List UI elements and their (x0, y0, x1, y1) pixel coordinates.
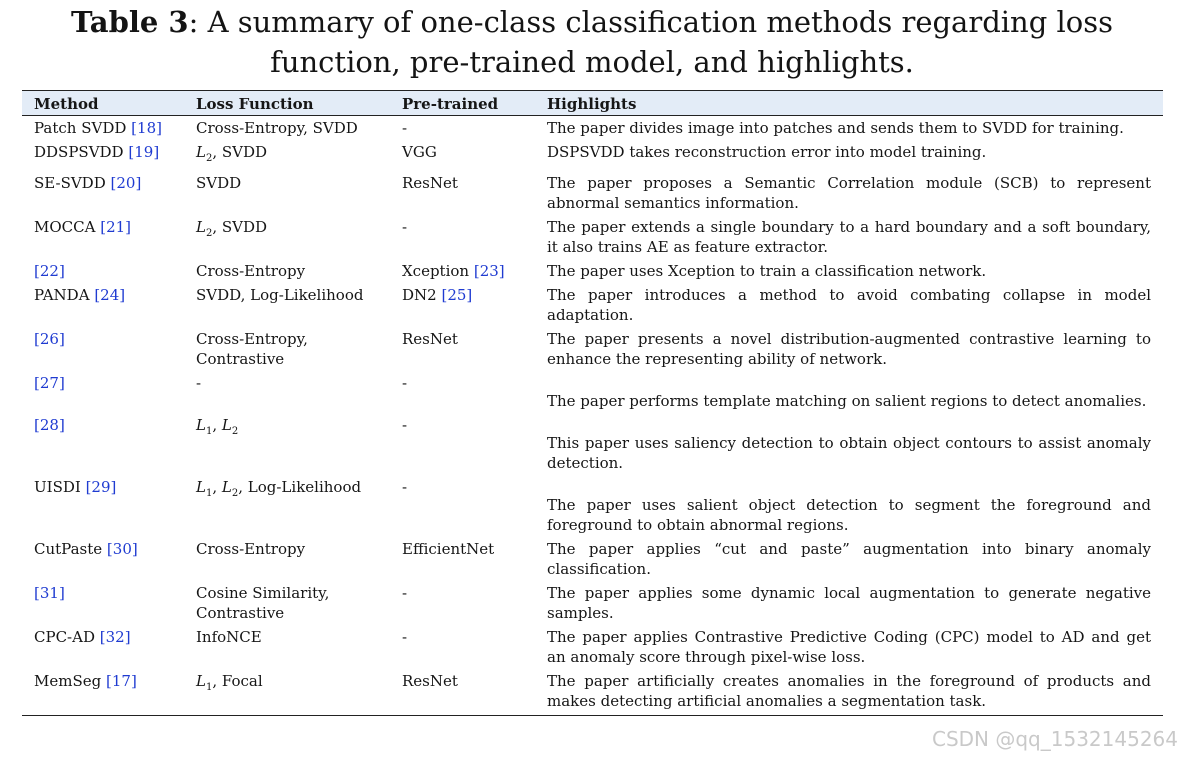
method-name: SE-SVDD (34, 174, 106, 192)
pretrained-cell (390, 413, 535, 475)
method-cell (22, 625, 184, 669)
loss-text: Cross-Entropy (196, 262, 306, 280)
pretrained-text: - (402, 478, 408, 496)
method-name: DDSPSVDD (34, 143, 124, 161)
loss-text: , SVDD (212, 143, 268, 161)
pretrained-cell (390, 625, 535, 669)
loss-math-subscript-2: 2 (231, 488, 239, 499)
pretrained-cell (390, 215, 535, 259)
method-cell (22, 283, 184, 327)
highlights-text: This paper uses saliency detection to obtain object contours to assist anomaly detection. (547, 434, 1151, 472)
pretrained-cell (390, 140, 535, 171)
loss-text: - (196, 374, 202, 392)
loss-math-subscript: 1 (205, 488, 213, 499)
header-highlights: Highlights (535, 91, 1163, 116)
pretrained-text: - (402, 584, 408, 602)
method-cell (22, 669, 184, 716)
loss-math-subscript: 1 (205, 682, 213, 693)
pretrained-text: - (402, 374, 408, 392)
citation-link[interactable]: [24] (94, 286, 126, 304)
loss-cell (184, 537, 390, 581)
loss-text: Cross-Entropy (196, 540, 306, 558)
method-cell (22, 537, 184, 581)
loss-text: , Log-Likelihood (238, 478, 362, 496)
header-row (22, 91, 1163, 116)
citation-link[interactable]: [22] (34, 262, 65, 280)
pretrained-text: EfficientNet (402, 540, 495, 558)
loss-math-symbol-2: L (221, 416, 232, 434)
method-cell (22, 140, 184, 171)
loss-math-symbol: L (196, 478, 206, 496)
citation-link[interactable]: [20] (110, 174, 142, 192)
loss-cell (184, 371, 390, 413)
loss-cell (184, 215, 390, 259)
loss-cell: $L_1$, $L_2$ (196, 416, 239, 437)
csdn-watermark: CSDN @qq_1532145264 (931, 727, 1178, 751)
table-row (22, 215, 1163, 259)
highlights-cell: The paper applies “cut and paste” augmentation into binary anomaly classification. (547, 540, 1151, 578)
pretrained-text: ResNet (402, 174, 458, 192)
loss-text: InfoNCE (196, 628, 262, 646)
highlights-cell (535, 371, 1163, 413)
method-cell (22, 413, 184, 475)
highlights-cell (535, 413, 1163, 475)
highlights-cell: DSPSVDD takes reconstruction error into model training. (547, 143, 987, 161)
highlights-text: The paper performs template matching on salient regions to detect anomalies. (547, 392, 1147, 410)
loss-cell (184, 259, 390, 283)
highlights-cell: The paper artificially creates anomalies in the foreground of products and makes detecting artificial anomalies a segmentation task. (535, 669, 1163, 716)
method-cell (22, 259, 184, 283)
loss-math-symbol: L (196, 672, 206, 690)
loss-cell (184, 171, 390, 215)
method-name: UISDI (34, 478, 81, 496)
table-row (22, 171, 1163, 215)
loss-cell (184, 581, 390, 625)
table-row (22, 413, 1163, 475)
header-pretrained: Pre-trained (390, 91, 535, 116)
table-row (22, 259, 1163, 283)
table-row (22, 371, 1163, 413)
highlights-cell: The paper proposes a Semantic Correlation module (SCB) to represent abnormal semantics information. (547, 174, 1151, 212)
citation-link[interactable]: [17] (106, 672, 137, 690)
loss-math-symbol: L (196, 416, 206, 434)
citation-link[interactable]: [30] (106, 540, 138, 558)
citation-link[interactable]: [28] (34, 416, 65, 434)
citation-link[interactable]: [27] (34, 374, 65, 392)
pretrained-text: Xception (402, 262, 470, 280)
loss-text: Cross-Entropy, Contrastive (196, 330, 308, 368)
method-name: Patch SVDD (34, 119, 127, 137)
loss-cell (184, 327, 390, 371)
citation-link[interactable]: [18] (131, 119, 162, 137)
pretrained-text: VGG (402, 143, 437, 161)
loss-cell (184, 669, 390, 716)
pretrained-text: - (402, 218, 408, 236)
loss-cell (184, 140, 390, 171)
loss-math-subscript-2: 2 (231, 426, 239, 437)
summary-table (22, 90, 1163, 716)
highlights-cell: The paper uses Xception to train a classification network. (547, 262, 987, 280)
table-row (22, 537, 1163, 581)
pretrained-text: ResNet (402, 672, 458, 690)
method-cell (22, 371, 184, 413)
caption-line-2: function, pre-trained model, and highlights. (270, 45, 914, 79)
table-row (22, 327, 1163, 371)
pretrained-text: - (402, 416, 408, 434)
citation-link[interactable]: [31] (34, 584, 65, 602)
loss-math-symbol: L (196, 143, 206, 161)
loss-cell (184, 283, 390, 327)
table-row (22, 283, 1163, 327)
pretrained-cell (390, 371, 535, 413)
highlights-cell: The paper applies some dynamic local augmentation to generate negative samples. (547, 584, 1151, 622)
pretrained-citation-link[interactable]: [23] (473, 262, 505, 280)
method-name: MOCCA (34, 218, 96, 236)
table-caption (0, 2, 1184, 82)
table-row (22, 581, 1163, 625)
method-cell (22, 116, 184, 141)
pretrained-cell (390, 475, 535, 537)
pretrained-cell (390, 283, 535, 327)
highlights-cell: The paper presents a novel distribution-augmented contrastive learning to enhance the representing ability of network. (547, 330, 1151, 368)
pretrained-citation-link[interactable]: [25] (441, 286, 473, 304)
loss-text: Cosine Similarity, Contrastive (196, 584, 330, 622)
table-row (22, 140, 1163, 171)
method-cell (22, 171, 184, 215)
loss-math-subscript: 1 (205, 426, 213, 437)
loss-text: Cross-Entropy, SVDD (196, 119, 358, 137)
loss-text: , Focal (212, 672, 263, 690)
loss-text: , SVDD (212, 218, 268, 236)
caption-text-1: : A summary of one-class classification methods regarding loss (188, 5, 1114, 39)
method-cell (22, 215, 184, 259)
loss-math-subscript: 2 (205, 228, 213, 239)
method-cell (22, 327, 184, 371)
highlights-cell: The paper extends a single boundary to a hard boundary and a soft boundary, it also trains AE as feature extractor. (547, 218, 1151, 256)
method-cell (22, 581, 184, 625)
header-method: Method (22, 91, 184, 116)
citation-link[interactable]: [32] (99, 628, 131, 646)
loss-math-subscript: 2 (205, 153, 213, 164)
highlights-cell (535, 475, 1163, 537)
pretrained-text: DN2 (402, 286, 437, 304)
caption-line-1 (0, 2, 1184, 42)
loss-math-symbol: L (196, 218, 206, 236)
citation-link[interactable]: [29] (85, 478, 117, 496)
caption-label: Table 3 (70, 5, 189, 39)
loss-cell (184, 116, 390, 141)
table-row (22, 116, 1163, 141)
pretrained-cell (390, 171, 535, 215)
method-name: MemSeg (34, 672, 102, 690)
table-row (22, 669, 1163, 716)
table-row (22, 475, 1163, 537)
pretrained-cell (390, 669, 535, 716)
pretrained-cell (390, 581, 535, 625)
pretrained-text: ResNet (402, 330, 458, 348)
method-name: CPC-AD (34, 628, 95, 646)
pretrained-text: - (402, 119, 408, 137)
pretrained-cell (390, 327, 535, 371)
highlights-cell: The paper applies Contrastive Predictive Coding (CPC) model to AD and get an anomaly score through pixel-wise loss. (547, 628, 1151, 666)
citation-link[interactable]: [19] (128, 143, 160, 161)
loss-cell: $L_1$, $L_2$, Log-Likelihood (196, 478, 362, 499)
highlights-cell: The paper divides image into patches and sends them to SVDD for training. (547, 119, 1124, 137)
citation-link[interactable]: [21] (100, 218, 132, 236)
pretrained-cell (390, 116, 535, 141)
header-loss-function: Loss Function (184, 91, 390, 116)
loss-text: SVDD (196, 174, 242, 192)
method-name: PANDA (34, 286, 90, 304)
pretrained-cell (390, 537, 535, 581)
table-row (22, 625, 1163, 669)
loss-text: SVDD, Log-Likelihood (196, 286, 364, 304)
method-cell (22, 475, 184, 537)
pretrained-text: - (402, 628, 408, 646)
pretrained-cell (390, 259, 535, 283)
loss-math-symbol-2: L (221, 478, 232, 496)
method-name: CutPaste (34, 540, 103, 558)
citation-link[interactable]: [26] (34, 330, 65, 348)
highlights-cell: The paper introduces a method to avoid combating collapse in model adaptation. (547, 286, 1151, 324)
loss-cell (184, 625, 390, 669)
highlights-text: The paper uses salient object detection to segment the foreground and foreground to obtain abnormal regions. (547, 496, 1151, 534)
